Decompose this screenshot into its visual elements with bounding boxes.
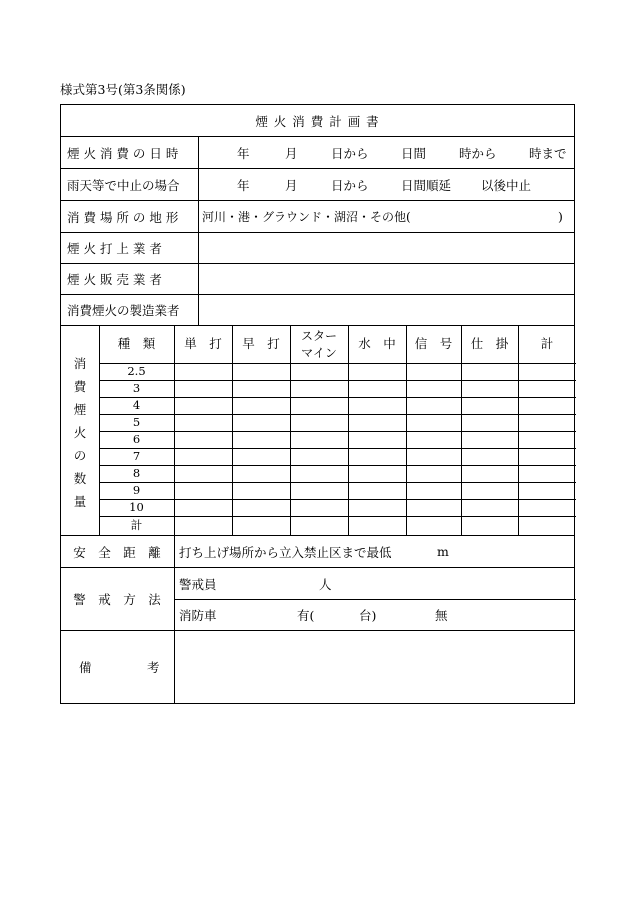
header-set-piece: 仕 掛	[470, 336, 509, 352]
quantity-table	[61, 326, 574, 536]
place-row	[61, 201, 574, 233]
place-options: 河川・港・グラウンド・湖沼・その他(	[202, 210, 411, 224]
safety-label: 安 全 距 離	[73, 544, 161, 560]
rain-month: 月	[285, 177, 298, 193]
datetime-row	[61, 137, 574, 169]
size-row-label: 6	[132, 431, 141, 446]
rain-postpone: 日間順延	[401, 177, 452, 193]
datetime-from-day: 日から	[331, 145, 369, 161]
side-label-char: 数	[73, 471, 87, 486]
side-label-char: 費	[73, 379, 87, 394]
fire-truck-have: 有(	[297, 608, 315, 623]
safety-unit: m	[437, 544, 449, 559]
size-row-label: 2.5	[127, 363, 146, 378]
side-label-char: 煙	[73, 402, 87, 417]
size-row-label: 7	[132, 448, 141, 463]
guard-label: 警 戒 方 法	[73, 592, 161, 607]
guard-row	[61, 568, 574, 631]
place-close-paren: )	[558, 209, 563, 224]
maker-row	[61, 295, 574, 326]
side-label-char: 量	[73, 494, 87, 509]
datetime-year: 年	[237, 145, 250, 161]
launcher-label: 煙 火 打 上 業 者	[67, 241, 162, 256]
size-row-label: 9	[132, 482, 141, 497]
header-type: 種 類	[117, 336, 156, 352]
datetime-label: 煙 火 消 費 の 日 時	[67, 145, 179, 161]
size-row-label: 4	[132, 397, 141, 412]
rain-cancel: 以後中止	[481, 177, 532, 193]
header-signal: 信 号	[414, 336, 453, 352]
size-row-label: 8	[132, 465, 141, 480]
datetime-month: 月	[285, 145, 298, 161]
form-title: 煙 火 消 費 計 画 書	[255, 113, 380, 129]
total-row-label: 計	[130, 517, 143, 532]
remarks-row	[61, 631, 574, 703]
header-single: 単 打	[184, 336, 222, 352]
seller-row	[61, 264, 574, 295]
rain-year: 年	[237, 177, 250, 193]
side-label-char: の	[73, 448, 87, 463]
datetime-days: 日間	[401, 145, 427, 161]
header-rapid: 早 打	[242, 336, 280, 352]
fire-truck-none: 無	[435, 608, 448, 623]
header-total: 計	[540, 336, 554, 352]
remarks-label-b: 考	[147, 660, 160, 675]
datetime-from-time: 時から	[459, 145, 497, 161]
form-number-note: 様式第3号(第3条関係)	[60, 82, 186, 97]
header-starmine: スター マイン	[300, 329, 337, 360]
side-label-char: 火	[73, 425, 87, 440]
size-row-label: 3	[132, 380, 141, 395]
header-underwater: 水 中	[358, 336, 396, 352]
fire-truck-label: 消防車	[179, 608, 217, 623]
fireworks-plan-form	[60, 104, 575, 704]
seller-label: 煙 火 販 売 業 者	[67, 272, 162, 287]
fire-truck-units: 台)	[359, 608, 377, 623]
maker-label: 消費煙火の製造業者	[67, 303, 180, 318]
datetime-until-time: 時まで	[529, 145, 567, 161]
place-label: 消 費 場 所 の 地 形	[67, 209, 179, 225]
guards-people-unit: 人	[319, 576, 332, 592]
title-row	[61, 105, 574, 137]
safety-row	[61, 536, 574, 568]
side-label-char: 消	[73, 356, 87, 371]
size-row-label: 10	[129, 499, 144, 514]
launcher-row	[61, 233, 574, 264]
rain-label: 雨天等で中止の場合	[67, 177, 180, 193]
size-row-label: 5	[132, 414, 141, 429]
rain-from-day: 日から	[331, 177, 369, 193]
safety-text: 打ち上げ場所から立入禁止区まで最低	[179, 544, 392, 560]
guards-label: 警戒員	[179, 576, 217, 592]
remarks-label-a: 備	[79, 660, 92, 675]
rain-row	[61, 169, 574, 201]
